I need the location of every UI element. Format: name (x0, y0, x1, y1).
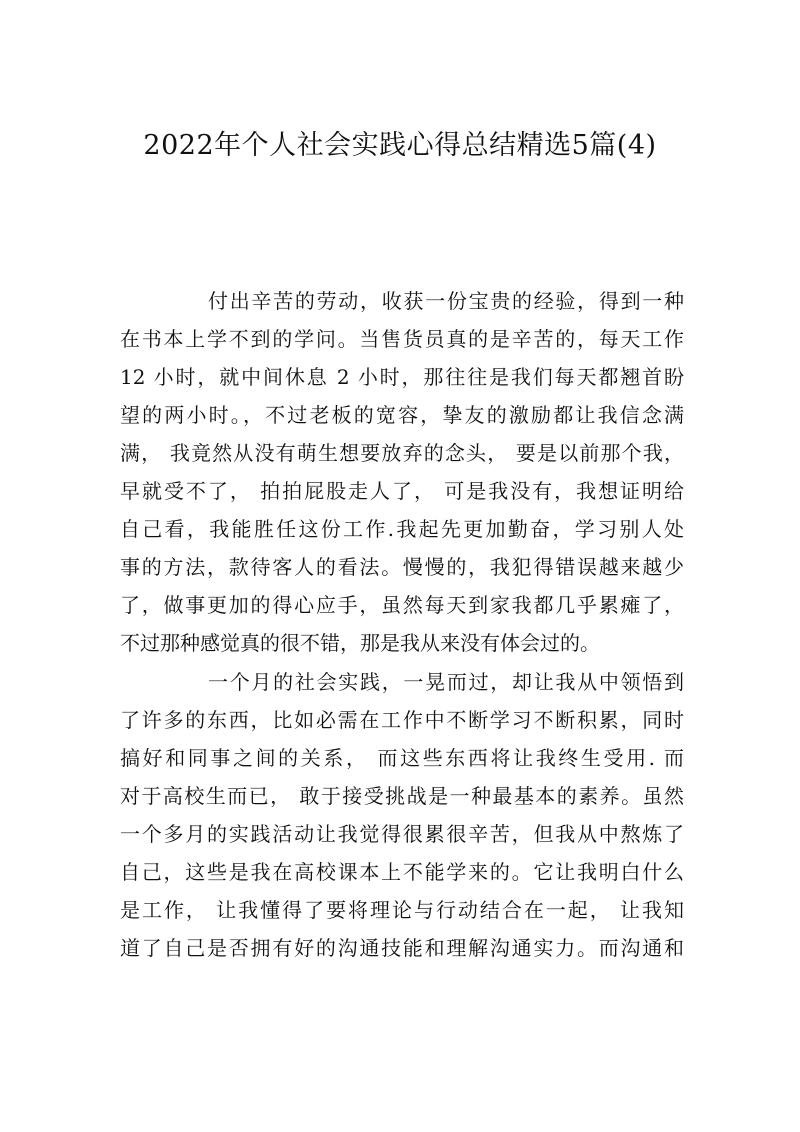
paragraph-2 (120, 663, 684, 967)
text-line: 是工作， 让我懂得了要将理论与行动结合在一起， 让我知 (120, 898, 684, 922)
text-line: 自己，这些是我在高校课本上不能学来的。它让我明白什么 (120, 860, 684, 884)
paragraph-1 (120, 282, 684, 662)
document-body (120, 282, 684, 967)
text-line: 自己看，我能胜任这份工作.我起先更加勤奋，学习别人处 (120, 517, 684, 541)
text-line: 一个多月的实践活动让我觉得很累很辛苦，但我从中熬炼了 (120, 822, 684, 846)
text-line: 在书本上学不到的学问。当售货员真的是辛苦的，每天工作 (120, 327, 684, 351)
text-line: 了许多的东西，比如必需在工作中不断学习不断积累，同时 (120, 708, 684, 732)
text-line: 事的方法，款待客人的看法。慢慢的，我犯得错误越来越少 (120, 555, 684, 579)
text-line: 早就受不了， 拍拍屁股走人了， 可是我没有，我想证明给 (120, 479, 684, 503)
text-line: 望的两小时。，不过老板的宽容，挚友的激励都让我信念满 (120, 403, 684, 427)
text-line: 搞好和同事之间的关系， 而这些东西将让我终生受用. 而 (120, 746, 684, 770)
text-line: 一个月的社会实践，一晃而过，却让我从中领悟到 (208, 670, 684, 694)
text-line: 12 小时，就中间休息 2 小时，那往往是我们每天都翘首盼 (120, 365, 684, 389)
document-title: 2022年个人社会实践心得总结精选5篇(4) (143, 130, 657, 161)
text-line: 付出辛苦的劳动，收获一份宝贵的经验，得到一种 (208, 289, 684, 313)
text-line: 不过那种感觉真的很不错，那是我从来没有体会过的。 (120, 631, 600, 655)
text-line: 道了自己是否拥有好的沟通技能和理解沟通实力。而沟通和 (120, 936, 684, 960)
text-line: 满， 我竟然从没有萌生想要放弃的念头， 要是以前那个我， (120, 441, 684, 465)
text-line: 了，做事更加的得心应手，虽然每天到家我都几乎累瘫了， (120, 593, 684, 617)
text-line: 对于高校生而已， 敢于接受挑战是一种最基本的素养。虽然 (120, 784, 684, 808)
